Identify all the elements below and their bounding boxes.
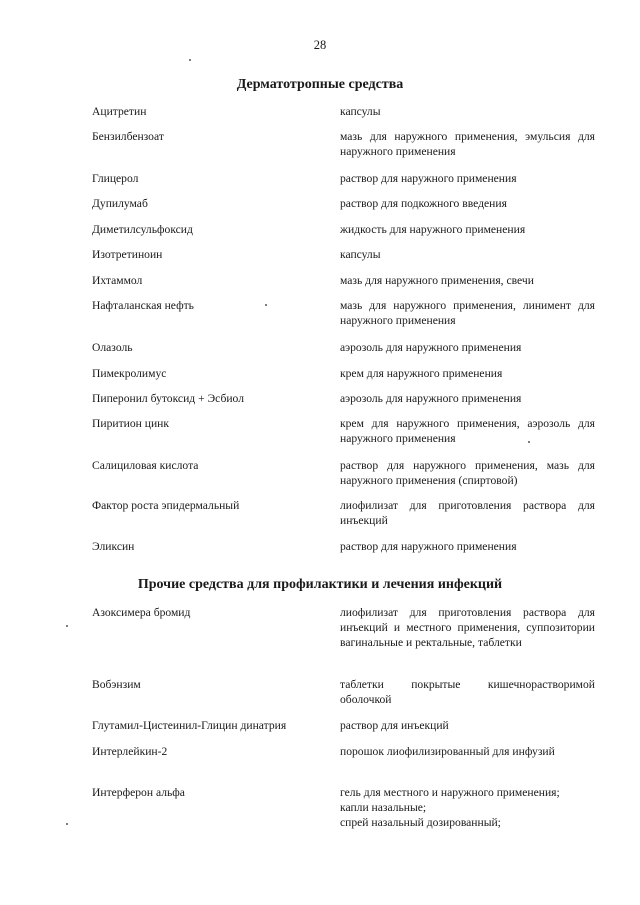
drug-name: Эликсин xyxy=(92,540,135,553)
drug-name: Салициловая кислота xyxy=(92,459,199,472)
scan-speck xyxy=(265,304,267,306)
dosage-form xyxy=(340,129,595,159)
drug-name: Интерлейкин-2 xyxy=(92,745,168,758)
dosage-form-line: лиофилизат для приготовления раствора для инъекций xyxy=(340,499,595,527)
dosage-form-line: лиофилизат для приготовления раствора для инъекций и местного применения, суппозитории вагинальные и ректальные, таблетки xyxy=(340,606,595,649)
dosage-form-line: капли назальные; xyxy=(340,801,427,814)
drug-name: Пиритион цинк xyxy=(92,417,169,430)
dosage-form xyxy=(340,222,595,237)
drug-name: Нафталанская нефть xyxy=(92,299,194,312)
dosage-form-line: раствор для наружного применения, мазь для наружного применения (спиртовой) xyxy=(340,459,595,487)
drug-name: Дупилумаб xyxy=(92,197,148,210)
dosage-form xyxy=(340,340,595,355)
drug-name: Ихтаммол xyxy=(92,274,143,287)
dosage-form xyxy=(340,247,595,262)
scan-speck xyxy=(189,59,191,61)
dosage-form-line: раствор для наружного применения xyxy=(340,172,517,185)
dosage-form-line: аэрозоль для наружного применения xyxy=(340,392,522,405)
scan-speck xyxy=(66,823,68,825)
drug-name: Глутамил-Цистеинил-Глицин динатрия xyxy=(92,719,287,732)
section-title: Прочие средства для профилактики и лечения инфекций xyxy=(137,577,503,592)
dosage-form xyxy=(340,298,595,328)
drug-name: Фактор роста эпидермальный xyxy=(92,499,240,512)
dosage-form-line: жидкость для наружного применения xyxy=(340,223,526,236)
dosage-form-line: раствор для инъекций xyxy=(340,719,449,732)
dosage-form-line: гель для местного и наружного применения; xyxy=(340,786,560,799)
scan-speck xyxy=(528,441,530,443)
dosage-form-line: мазь для наружного применения, линимент для наружного применения xyxy=(340,299,595,327)
dosage-form-line: крем для наружного применения xyxy=(340,367,503,380)
dosage-form xyxy=(340,416,595,446)
dosage-form xyxy=(340,785,595,830)
dosage-form xyxy=(340,391,595,406)
dosage-form-line: раствор для наружного применения xyxy=(340,540,517,553)
dosage-form xyxy=(340,458,595,488)
dosage-form-line: спрей назальный дозированный; xyxy=(340,816,501,829)
dosage-form-line: раствор для подкожного введения xyxy=(340,197,507,210)
drug-name: Вобэнзим xyxy=(92,678,141,691)
dosage-form-line: аэрозоль для наружного применения xyxy=(340,341,522,354)
dosage-form xyxy=(340,744,595,759)
drug-name: Диметилсульфоксид xyxy=(92,223,193,236)
dosage-form xyxy=(340,539,595,554)
drug-name: Азоксимера бромид xyxy=(92,606,191,619)
drug-name: Олазоль xyxy=(92,341,133,354)
dosage-form xyxy=(340,366,595,381)
dosage-form xyxy=(340,104,595,119)
dosage-form xyxy=(340,171,595,186)
page-number: 28 xyxy=(313,38,327,52)
dosage-form-line: порошок лиофилизированный для инфузий xyxy=(340,745,555,758)
dosage-form-line: таблетки покрытые кишечнорастворимой оболочкой xyxy=(340,678,595,706)
drug-name: Пиперонил бутоксид + Эсбиол xyxy=(92,392,244,405)
dosage-form-line: капсулы xyxy=(340,248,381,261)
drug-name: Интерферон альфа xyxy=(92,786,185,799)
drug-name: Бензилбензоат xyxy=(92,130,164,143)
scan-speck xyxy=(66,625,68,627)
dosage-form-line: капсулы xyxy=(340,105,381,118)
dosage-form xyxy=(340,498,595,528)
dosage-form xyxy=(340,718,595,733)
dosage-form-line: крем для наружного применения, аэрозоль для наружного применения xyxy=(340,417,595,445)
dosage-form xyxy=(340,196,595,211)
dosage-form-line: мазь для наружного применения, эмульсия для наружного применения xyxy=(340,130,595,158)
drug-name: Изотретиноин xyxy=(92,248,163,261)
dosage-form xyxy=(340,273,595,288)
drug-name: Ацитретин xyxy=(92,105,147,118)
drug-name: Глицерол xyxy=(92,172,139,185)
drug-name: Пимекролимус xyxy=(92,367,167,380)
dosage-form xyxy=(340,605,595,650)
section-title: Дерматотропные средства xyxy=(236,77,404,92)
dosage-form-line: мазь для наружного применения, свечи xyxy=(340,274,534,287)
dosage-form xyxy=(340,677,595,707)
